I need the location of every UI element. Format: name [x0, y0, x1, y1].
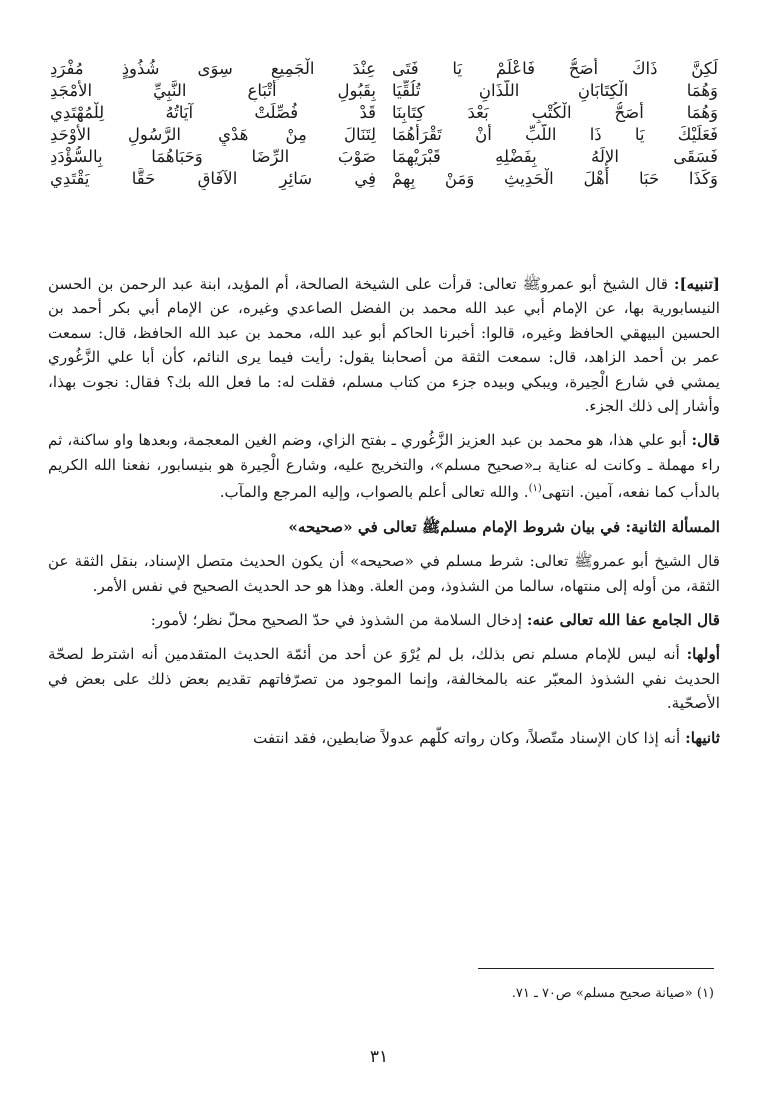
verse-first-half: وَكَذَا حَبَا أَهْلَ الْحَدِيثِ وَمَنْ بِهِمْ: [392, 169, 718, 188]
verse-second-half: قَدْ فُصِّلَتْ آيَاتُهُ لِلْمُهْتَدِي: [50, 103, 376, 122]
second-point-label: ثانيها:: [685, 728, 720, 747]
qala-text-after: . والله تعالى أعلم بالصواب، وإليه المرجع والمآب.: [219, 483, 529, 502]
section-heading: [48, 515, 720, 539]
verse-first-half: لَكِنَّ ذَاكَ أَصَحُّ فَاعْلَمْ يَا فَتَى: [392, 59, 718, 78]
footnote-number: (١): [696, 986, 714, 1001]
second-point-paragraph: [48, 726, 720, 750]
second-point-text: أنه إذا كان الإسناد متّصلاً، وكان رواته كلّهم عدولاً ضابطين، فقد انتفت: [253, 728, 686, 747]
qala-label: قال:: [691, 431, 720, 450]
verse-first-half: وَهُمَا أَصَحُّ الْكُتْبِ بَعْدَ كِتَابِنَا: [392, 103, 718, 122]
verse-first-half: فَسَقَى الإِلَهُ بِفَضْلِهِ قَبْرَيْهِمَا: [392, 147, 718, 166]
verse-row: [50, 102, 718, 124]
verse-second-half: عِنْدَ الْجَمِيعِ سِوَى شُذُوذٍ مُفْرَدِ: [50, 59, 376, 78]
verse-first-half: فَعَلَيْكَ يَا ذَا اللُّبِّ أَنْ تَقْرَأَهُمَا: [392, 125, 718, 144]
footnote: [54, 984, 714, 1004]
masala-heading: المسألة الثانية: في بيان شروط الإمام مسلمﷺ تعالى في «صحيحه»: [288, 517, 720, 536]
tanbih-paragraph: [48, 272, 720, 418]
verse-row: [50, 146, 718, 168]
qala-paragraph: [48, 428, 720, 504]
verse-row: [50, 80, 718, 102]
jami-paragraph: [48, 608, 720, 632]
first-point-text: أنه ليس للإمام مسلم نص بذلك، بل لم يُرْوَ عن أحد من أئمّة الحديث المتقدمين أنه اشترط لصحّة الحديث نفي الشذوذ المعبّر عنه بالمخالفة، وإنما الموجود من تصرّفاتهم تقديم بعض ذلك على بعض في الأصحّية.: [48, 645, 720, 713]
first-point-label: أولها:: [686, 645, 720, 664]
page-number: ٣١: [369, 1047, 389, 1067]
verse-row: [50, 58, 718, 80]
qala-text: أبو علي هذا، هو محمد بن عبد العزيز الزَّغُوري ـ بفتح الزاي، وضم الغين المعجمة، وبعدها واو ساكنة، ثم راء مهملة ـ وكانت له عناية بـ«صحيح مسلم»، والتخريج عليه، وشارع الْحِيرة هو بنيسابور، نفعنا الله الكريم بالدأب كما نفعه، آمين. انتهى: [48, 431, 720, 502]
footnote-divider: [478, 968, 714, 969]
jami-text: إدخال السلامة من الشذوذ في حدّ الصحيح محلّ نظر؛ لأمور:: [150, 610, 527, 629]
ibn-salah-text: قال الشيخ أبو عمروﷺ تعالى: شرط مسلم في «صحيحه» أن يكون الحديث متصل الإسناد، بنقل الثقة عن الثقة، من أوله إلى منتهاه، سالما من الشذوذ، ومن العلة. وهذا هو حد الحديث الصحيح في نفس الأمر.: [48, 552, 720, 595]
main-text: [48, 272, 720, 750]
ibn-salah-paragraph: [48, 549, 720, 598]
verse-second-half: فِي سَائِرِ الآفَاقِ حَقًّا يَقْتَدِي: [50, 169, 376, 188]
poem-block: [50, 58, 718, 190]
verse-second-half: صَوْبَ الرِّضَا وَحَبَاهُمَا بِالسُّؤْدَدِ: [50, 147, 376, 166]
tanbih-text: قال الشيخ أبو عمروﷺ تعالى: قرأت على الشيخة الصالحة، أم المؤيد، ابنة عبد الرحمن بن الحسن النيسابورية بها، عن الإمام أبي عبد الله محمد بن الفضل الصاعدي وغيره، عن الإمام أبي بكر أحمد بن الحسين البيهقي الحافظ وغيره، قالوا: أخبرنا الحاكم أبو عبد الله، محمد بن عبد الله الحافظ، قال: سمعت عمر بن أحمد الزاهد، قال: سمعت الثقة من أصحابنا يقول: رأيت فيما يرى النائم، كأن أبا علي الزَّغُوري يمشي في شارع الْحِيرة، ويبكي وبيده جزء من كتاب مسلم، فقلت له: ما فعل الله بك؟ فقال: نجوت بهذا، وأشار إلى ذلك الجزء.: [48, 275, 720, 416]
verse-row: [50, 168, 718, 190]
first-point-paragraph: [48, 642, 720, 715]
verse-first-half: وَهُمَا الْكِتَابَانِ اللَّذَانِ تُلُقِّيَا: [392, 81, 718, 100]
footnote-text: «صيانة صحيح مسلم» ص٧٠ ـ ٧١.: [511, 986, 697, 1001]
footnote-reference[interactable]: (١): [528, 483, 542, 495]
verse-second-half: بِقَبُولِ أَتْبَاعِ النَّبِيِّ الأَمْجَدِ: [50, 81, 376, 100]
tanbih-label: [تنبيه]:: [673, 275, 720, 293]
verse-row: [50, 124, 718, 146]
verse-second-half: لِتَنَالَ مِنْ هَدْيِ الرَّسُولِ الأَوْحَدِ: [50, 125, 376, 144]
jami-label: قال الجامع عفا الله تعالى عنه:: [526, 610, 720, 629]
